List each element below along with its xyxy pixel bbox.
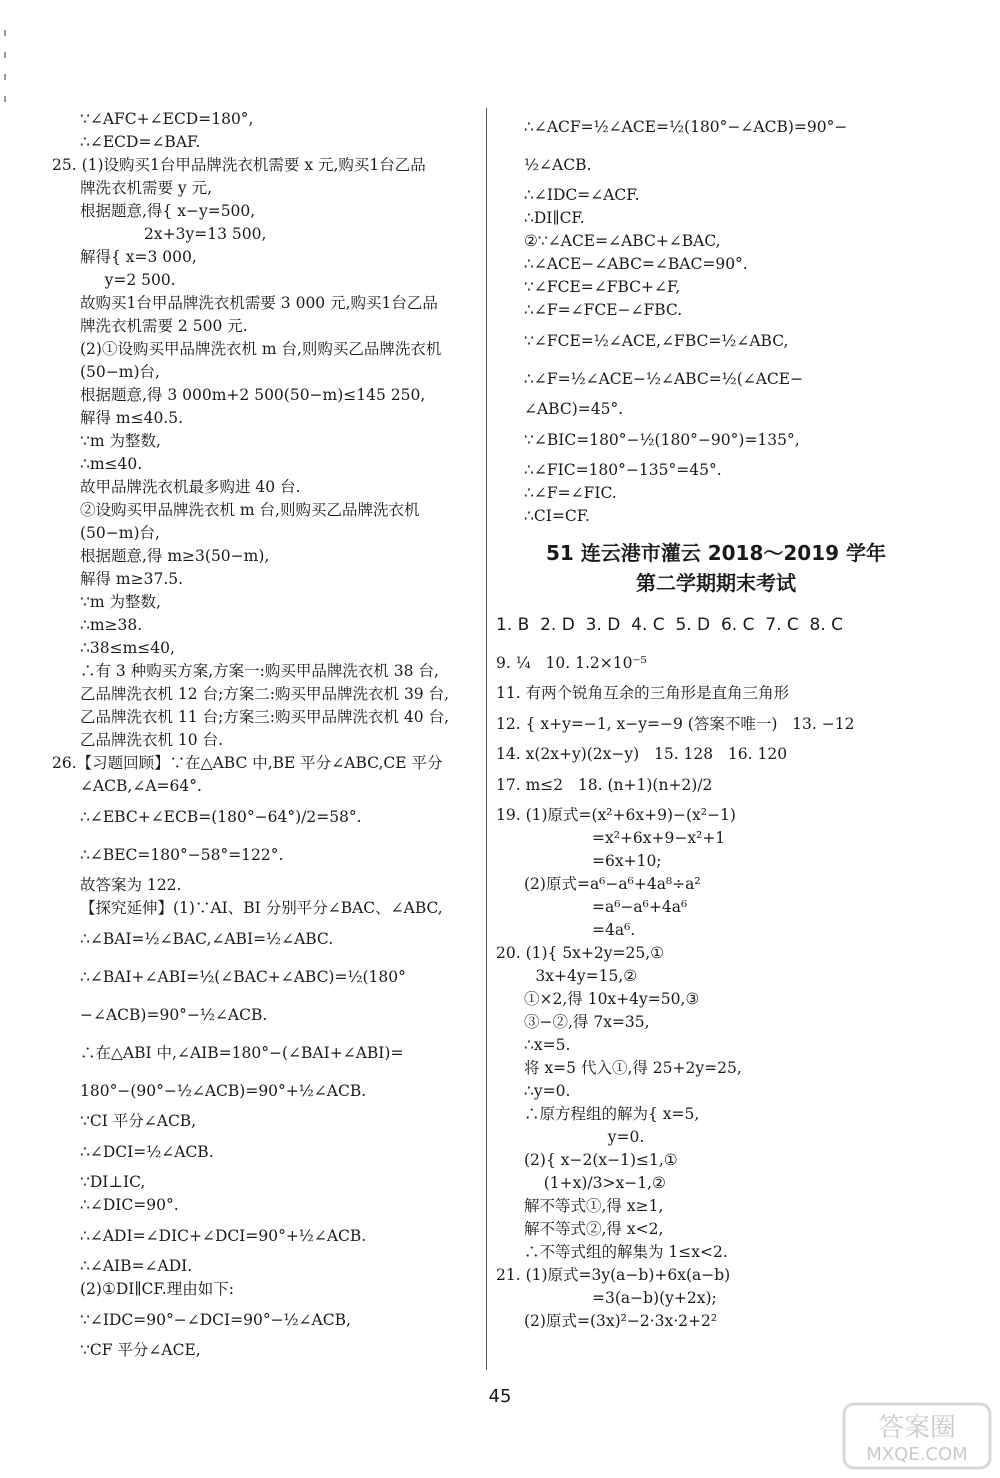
watermark-logo-icon <box>842 1400 992 1472</box>
question-25-line: 25. (1)设购买1台甲品牌洗衣机需要 x 元,购买1台乙品 <box>52 156 426 174</box>
text-line: ∴在△ABI 中,∠AIB=180°−(∠BAI+∠ABI)= <box>80 1044 404 1062</box>
answer-line: =a⁶−a⁶+4a⁶ <box>592 898 688 916</box>
answer-line: ∴原方程组的解为{ x=5, <box>524 1105 700 1123</box>
right-column <box>496 108 936 1333</box>
text-line: 乙品牌洗衣机 12 台;方案二:购买甲品牌洗衣机 39 台, <box>80 685 450 703</box>
text-line: ∴m≥38. <box>80 616 143 634</box>
text-line: ∵∠IDC=90°−∠DCI=90°−½∠ACB, <box>80 1311 351 1329</box>
text-line: (2)①设购买甲品牌洗衣机 m 台,则购买乙品牌洗衣机 <box>80 340 442 358</box>
answer-line: 将 x=5 代入①,得 25+2y=25, <box>524 1059 742 1077</box>
answer-line: 3x+4y=15,② <box>496 967 638 985</box>
answer-line: 解不等式①,得 x≥1, <box>524 1197 664 1215</box>
answer-line: ∴y=0. <box>524 1082 571 1100</box>
text-line: 解得{ x=3 000, <box>80 248 197 266</box>
choice-answers: 1. B 2. D 3. D 4. C 5. D 6. C 7. C 8. C <box>496 615 844 635</box>
svg-text:答案圈: 答案圈 <box>877 1413 957 1443</box>
text-line: 根据题意,得 m≥3(50−m), <box>80 547 270 565</box>
text-line: 牌洗衣机需要 y 元, <box>80 179 213 197</box>
text-line: ∴∠FIC=180°−135°=45°. <box>524 461 722 479</box>
text-line: 2x+3y=13 500, <box>80 225 267 243</box>
answer-line: (2)原式=a⁶−a⁶+4a⁸÷a² <box>524 875 701 893</box>
answer-line: ∴不等式组的解集为 1≤x<2. <box>524 1243 728 1261</box>
answer-line: 17. m≤2 18. (n+1)(n+2)/2 <box>496 776 713 794</box>
answer-line: =3(a−b)(y+2x); <box>592 1289 717 1307</box>
answer-line: (1+x)/3>x−1,② <box>524 1174 666 1192</box>
text-line: (50−m)台, <box>80 524 160 542</box>
text-line: ∴∠F=∠FCE−∠FBC. <box>524 301 683 319</box>
text-line: ∴∠ADI=∠DIC+∠DCI=90°+½∠ACB. <box>80 1227 367 1245</box>
text-line: y=2 500. <box>80 271 176 289</box>
answer-line: 11. 有两个锐角互余的三角形是直角三角形 <box>496 684 790 702</box>
text-line: ∴∠F=∠FIC. <box>524 484 617 502</box>
text-line: ∵∠FCE=½∠ACE,∠FBC=½∠ABC, <box>524 332 789 350</box>
text-line: ∴m≤40. <box>80 455 143 473</box>
text-line: 故购买1台甲品牌洗衣机需要 3 000 元,购买1台乙品 <box>80 294 438 312</box>
text-line: ∴38≤m≤40, <box>80 639 175 657</box>
section-title: 51 连云港市灌云 2018～2019 学年 <box>545 541 887 565</box>
text-line: ∴∠ACF=½∠ACE=½(180°−∠ACB)=90°− <box>524 118 848 136</box>
text-line: ∴∠BEC=180°−58°=122°. <box>80 846 284 864</box>
text-line: ∴∠ECD=∠BAF. <box>80 133 201 151</box>
text-line: ∴∠IDC=∠ACF. <box>524 186 640 204</box>
answer-line: 19. (1)原式=(x²+6x+9)−(x²−1) <box>496 806 736 824</box>
answer-line: (2)原式=(3x)²−2·3x·2+2² <box>524 1312 718 1330</box>
text-line: ②设购买甲品牌洗衣机 m 台,则购买乙品牌洗衣机 <box>80 501 420 519</box>
text-line: ∵∠AFC+∠ECD=180°, <box>80 110 254 128</box>
text-line: ∵CF 平分∠ACE, <box>80 1341 201 1359</box>
answer-line: (2){ x−2(x−1)≤1,① <box>524 1151 678 1169</box>
answer-line: 解不等式②,得 x<2, <box>524 1220 664 1238</box>
text-line: ∵∠FCE=∠FBC+∠F, <box>524 278 681 296</box>
text-line: 根据题意,得 3 000m+2 500(50−m)≤145 250, <box>80 386 426 404</box>
answer-line: 20. (1){ 5x+2y=25,① <box>496 944 665 962</box>
text-line: 故答案为 122. <box>80 876 182 894</box>
svg-text:MXQE.COM: MXQE.COM <box>866 1444 968 1465</box>
text-line: ∴∠ACE−∠ABC=∠BAC=90°. <box>524 255 748 273</box>
text-line: ∵m 为整数, <box>80 432 161 450</box>
question-26-line: 26.【习题回顾】∵在△ABC 中,BE 平分∠ABC,CE 平分 <box>52 754 443 772</box>
text-line: 解得 m≤40.5. <box>80 409 184 427</box>
column-divider <box>486 108 487 1370</box>
text-line: ∴∠F=½∠ACE−½∠ABC=½(∠ACE− <box>524 370 804 388</box>
answer-line: ①×2,得 10x+4y=50,③ <box>524 990 700 1008</box>
text-line: −∠ACB)=90°−½∠ACB. <box>80 1006 268 1024</box>
text-line: ∴∠DIC=90°. <box>80 1196 179 1214</box>
text-line: ∴∠AIB=∠ADI. <box>80 1257 193 1275</box>
text-line: 根据题意,得{ x−y=500, <box>80 202 256 220</box>
watermark-logo <box>842 1400 992 1472</box>
answer-line: ③−②,得 7x=35, <box>524 1013 650 1031</box>
answer-line: =x²+6x+9−x²+1 <box>592 829 726 847</box>
text-line: ∴∠BAI=½∠BAC,∠ABI=½∠ABC. <box>80 930 334 948</box>
text-line: 乙品牌洗衣机 10 台. <box>80 731 224 749</box>
section-subtitle: 第二学期期末考试 <box>636 571 796 595</box>
text-line: ②∵∠ACE=∠ABC+∠BAC, <box>524 232 721 250</box>
text-line: 乙品牌洗衣机 11 台;方案三:购买甲品牌洗衣机 40 台, <box>80 708 450 726</box>
text-line: 故甲品牌洗衣机最多购进 40 台. <box>80 478 301 496</box>
text-line: ∵CI 平分∠ACB, <box>80 1112 197 1130</box>
left-column <box>52 108 482 1362</box>
text-line: 牌洗衣机需要 2 500 元. <box>80 317 248 335</box>
text-line: ∵DI⊥IC, <box>80 1173 146 1191</box>
text-line: (2)①DI∥CF.理由如下: <box>80 1280 234 1298</box>
text-line: ∴∠BAI+∠ABI=½(∠BAC+∠ABC)=½(180° <box>80 968 406 986</box>
answer-line: y=0. <box>524 1128 645 1146</box>
text-line: (50−m)台, <box>80 363 160 381</box>
answer-line: 9. ¼ 10. 1.2×10⁻⁵ <box>496 654 647 672</box>
text-line: ∠ABC)=45°. <box>524 400 624 418</box>
page-number: 45 <box>488 1386 512 1407</box>
text-line: ∴∠EBC+∠ECB=(180°−64°)/2=58°. <box>80 808 362 826</box>
margin-marks <box>4 30 10 130</box>
text-line: 180°−(90°−½∠ACB)=90°+½∠ACB. <box>80 1082 367 1100</box>
answer-line: 12. { x+y=−1, x−y=−9 (答案不唯一) 13. −12 <box>496 715 855 733</box>
text-line: ∴DI∥CF. <box>524 209 585 227</box>
text-line: ∴有 3 种购买方案,方案一:购买甲品牌洗衣机 38 台, <box>80 662 439 680</box>
answer-line: 21. (1)原式=3y(a−b)+6x(a−b) <box>496 1266 731 1284</box>
text-line: ∠ACB,∠A=64°. <box>80 777 202 795</box>
text-line: ∵m 为整数, <box>80 593 161 611</box>
answer-line: =6x+10; <box>592 852 662 870</box>
text-line: ∴CI=CF. <box>524 507 590 525</box>
answer-line: =4a⁶. <box>592 921 636 939</box>
text-line: ∴∠DCI=½∠ACB. <box>80 1143 214 1161</box>
answer-line: 14. x(2x+y)(2x−y) 15. 128 16. 120 <box>496 745 788 763</box>
text-line: 解得 m≥37.5. <box>80 570 184 588</box>
answer-line: ∴x=5. <box>524 1036 571 1054</box>
text-line: 【探究延伸】(1)∵AI、BI 分别平分∠BAC、∠ABC, <box>80 899 443 917</box>
text-line: ∵∠BIC=180°−½(180°−90°)=135°, <box>524 431 800 449</box>
text-line: ½∠ACB. <box>524 156 592 174</box>
